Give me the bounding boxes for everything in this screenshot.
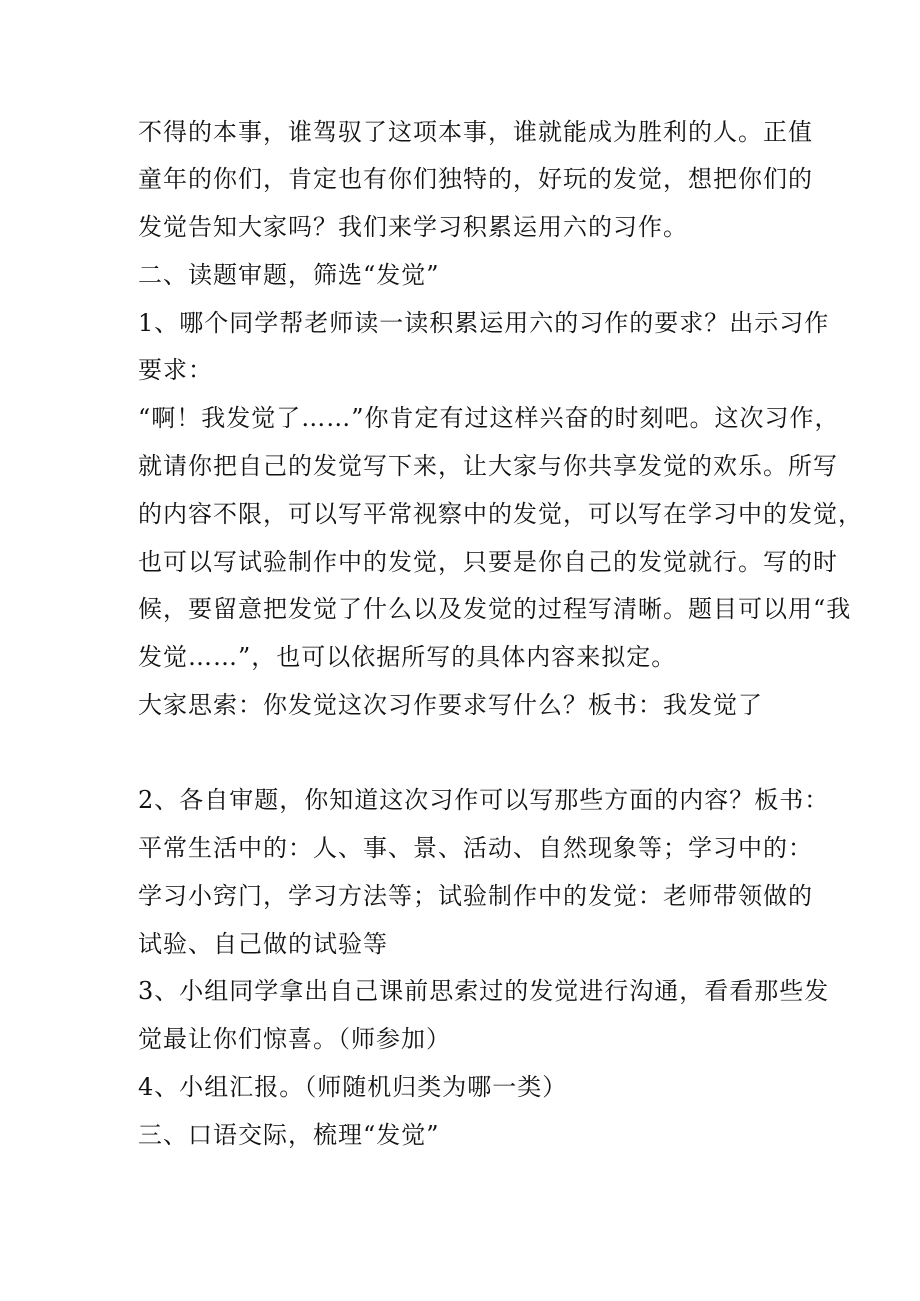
section-heading: 三、口语交际，梳理“发觉” xyxy=(138,1121,440,1149)
text-line: 4、小组汇报。（师随机归类为哪一类） xyxy=(138,1073,568,1101)
text-line: 平常生活中的：人、事、景、活动、自然现象等；学习中的： xyxy=(138,834,813,862)
text-line: 发觉……”，也可以依据所写的具体内容来拟定。 xyxy=(138,643,677,671)
text-line: 1、哪个同学帮老师读一读积累运用六的习作的要求？出示习作 xyxy=(138,309,830,337)
text-line: 童年的你们，肯定也有你们独特的，好玩的发觉，想把你们的 xyxy=(138,165,813,193)
text-line: 觉最让你们惊喜。（师参加） xyxy=(138,1025,451,1053)
text-line: 要求： xyxy=(138,356,213,384)
text-line: 就请你把自己的发觉写下来，让大家与你共享发觉的欢乐。所写 xyxy=(138,452,838,480)
text-line: 试验、自己做的试验等 xyxy=(138,930,388,958)
text-line: 大家思索：你发觉这次习作要求写什么？板书：我发觉了 xyxy=(138,691,763,719)
text-line: 候，要留意把发觉了什么以及发觉的过程写清晰。题目可以用“我 xyxy=(138,595,852,623)
text-line: 3、小组同学拿出自己课前思索过的发觉进行沟通，看看那些发 xyxy=(138,977,830,1005)
text-line: 发觉告知大家吗？我们来学习积累运用六的习作。 xyxy=(138,213,688,241)
text-line: 也可以写试验制作中的发觉，只要是你自己的发觉就行。写的时 xyxy=(138,548,838,576)
section-heading: 二、读题审题，筛选“发觉” xyxy=(138,261,440,289)
text-line: 不得的本事，谁驾驭了这项本事，谁就能成为胜利的人。正值 xyxy=(138,118,813,146)
text-line: 的内容不限，可以写平常视察中的发觉，可以写在学习中的发觉， xyxy=(138,500,863,528)
text-line: “啊！我发觉了……”你肯定有过这样兴奋的时刻吧。这次习作， xyxy=(138,404,840,432)
text-line: 学习小窍门，学习方法等；试验制作中的发觉：老师带领做的 xyxy=(138,882,813,910)
text-line: 2、各自审题，你知道这次习作可以写那些方面的内容？板书： xyxy=(138,786,830,814)
